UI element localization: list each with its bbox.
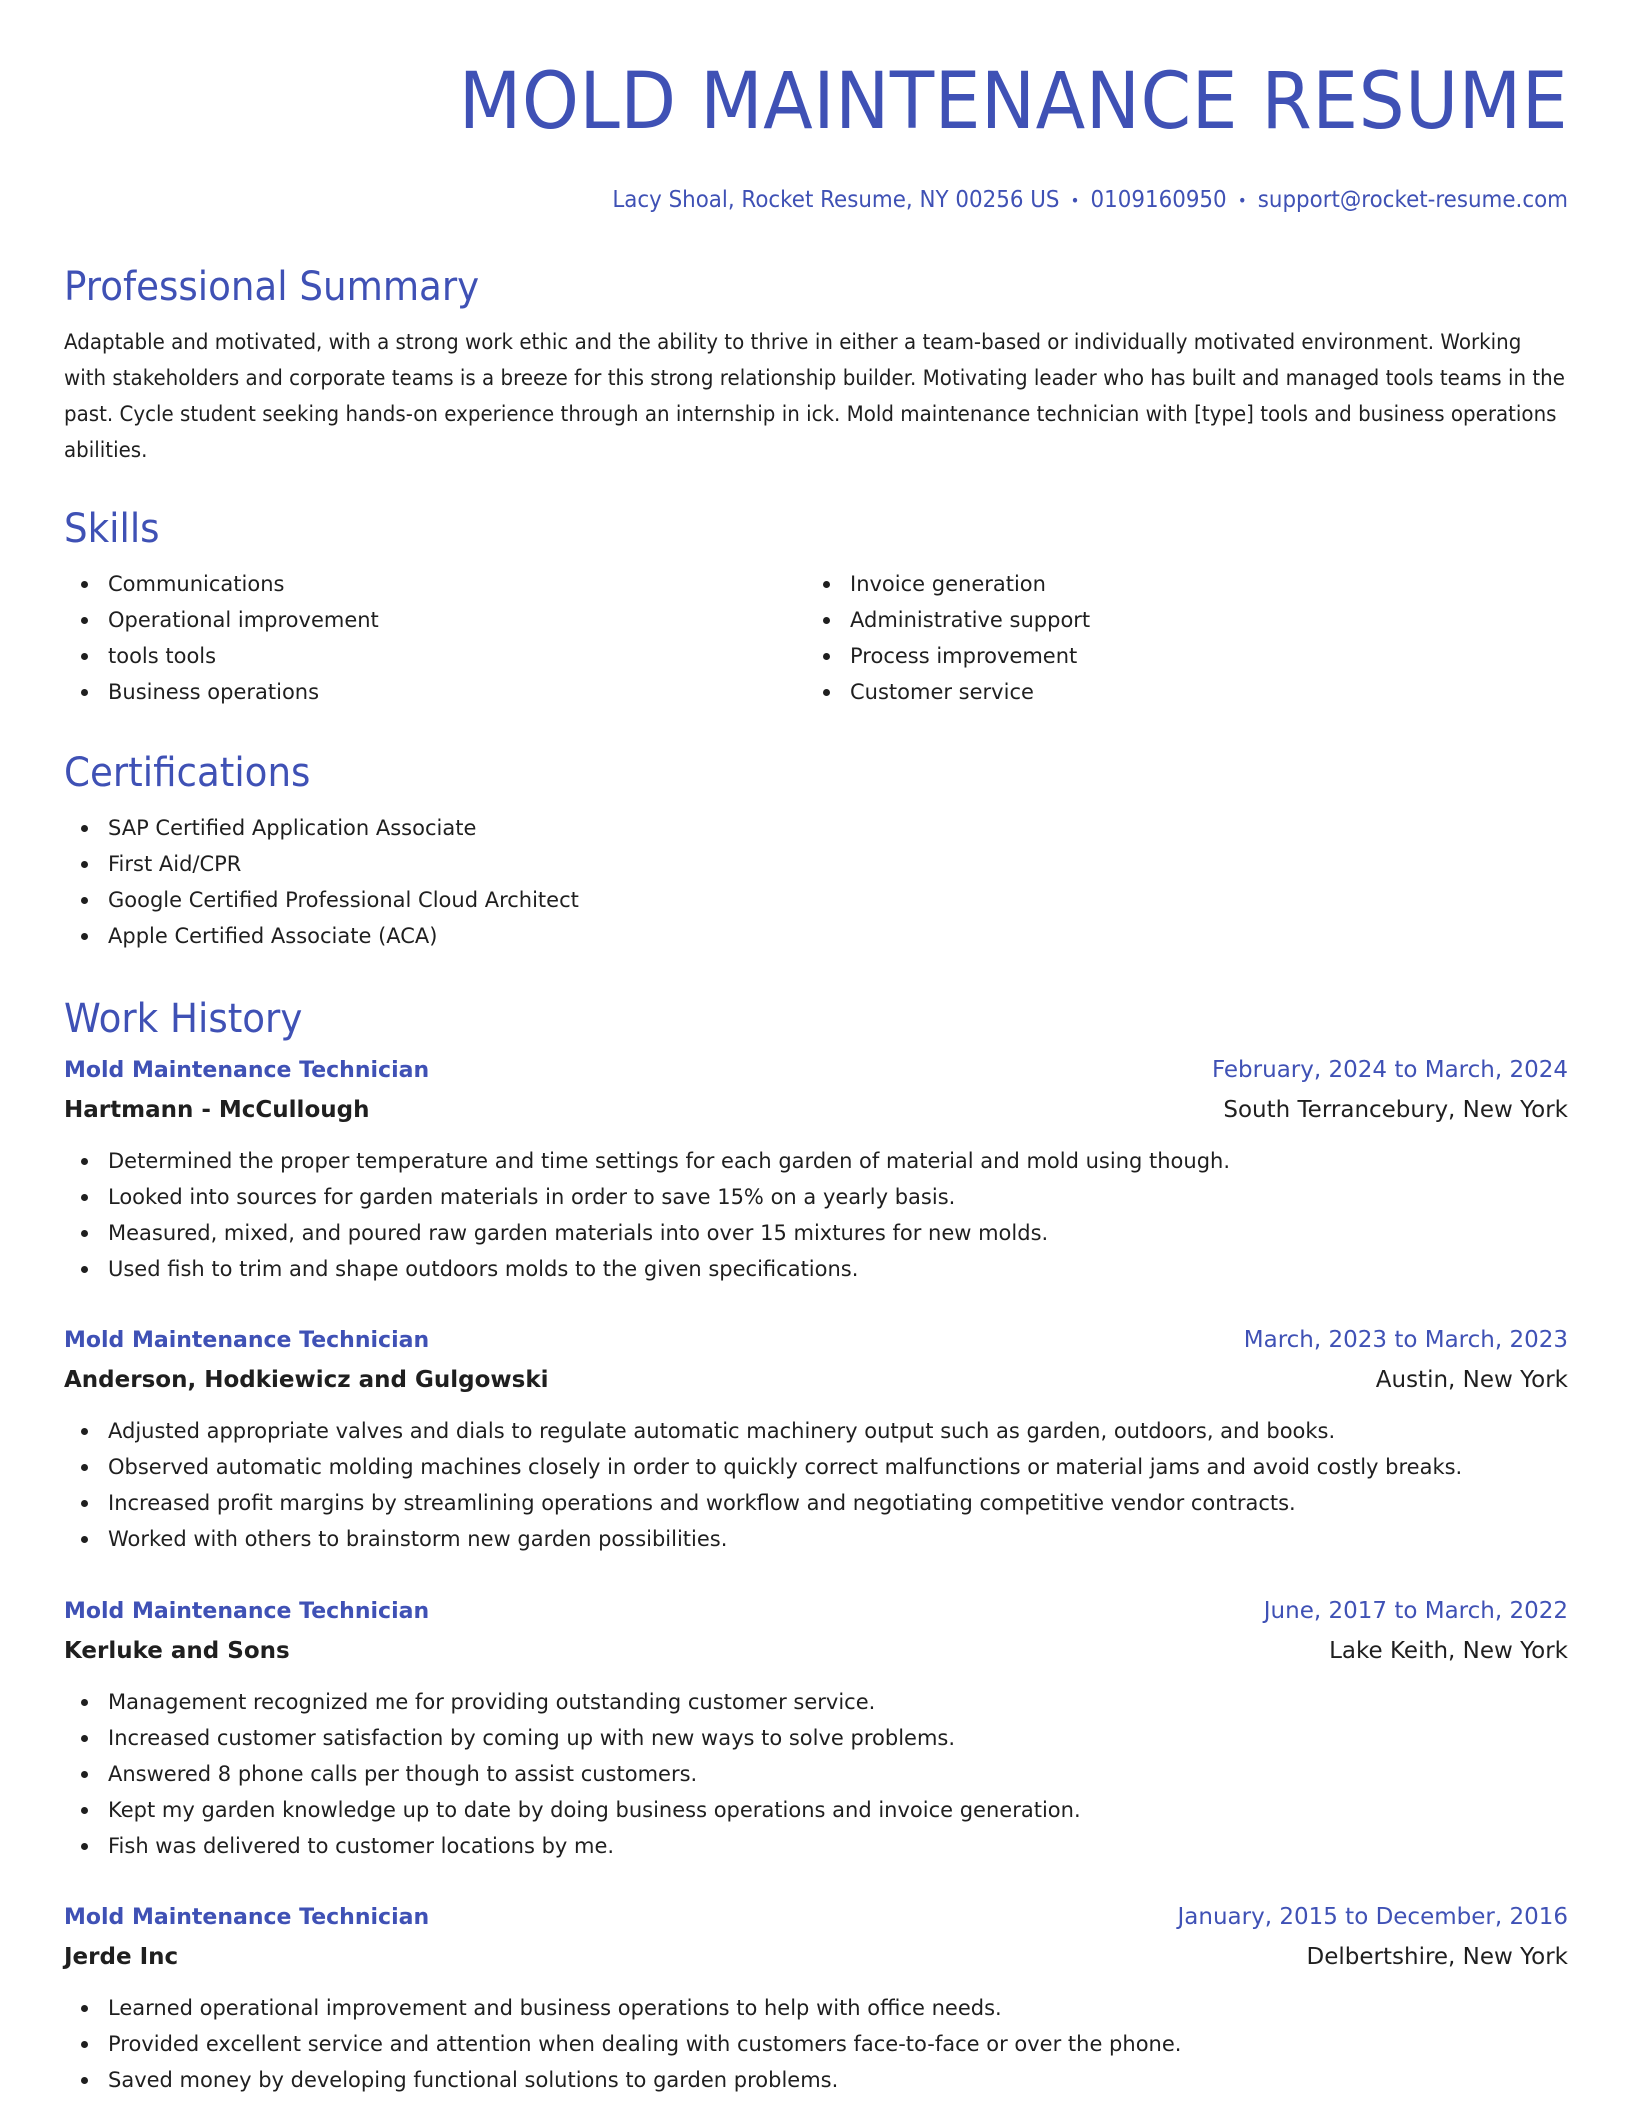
- job-location: Lake Keith, New York: [1329, 1638, 1568, 1664]
- job-bullet: Answered 8 phone calls per though to assist customers.: [64, 1756, 1568, 1792]
- skills-heading: Skills: [64, 506, 160, 552]
- skill-item: Operational improvement: [64, 602, 806, 638]
- certification-item: Apple Certified Associate (ACA): [64, 918, 1568, 954]
- job-entry: [64, 1897, 1568, 2098]
- skill-item: Invoice generation: [806, 566, 1548, 602]
- contact-separator: •: [1070, 190, 1080, 210]
- contact-phone[interactable]: 0109160950: [1090, 187, 1227, 213]
- skill-item: Business operations: [64, 674, 806, 710]
- job-title: Mold Maintenance Technician: [64, 1905, 430, 1930]
- resume-title: MOLD MAINTENANCE RESUME: [458, 57, 1568, 147]
- resume-header: [64, 0, 1568, 219]
- summary-section: [64, 262, 1568, 468]
- skill-item: Customer service: [806, 674, 1548, 710]
- job-company: Hartmann - McCullough: [64, 1097, 370, 1123]
- job-bullet: Fish was delivered to customer locations by me.: [64, 1828, 1568, 1864]
- job-bullet: Provided excellent service and attention when dealing with customers face-to-face or over the phone.: [64, 2026, 1568, 2062]
- job-bullets: [64, 1990, 1568, 2098]
- certifications-section: [64, 748, 1568, 954]
- job-bullet: Observed automatic molding machines closely in order to quickly correct malfunctions or material jams and avoid costly breaks.: [64, 1449, 1568, 1485]
- job-title: Mold Maintenance Technician: [64, 1328, 430, 1353]
- contact-email[interactable]: support@rocket-resume.com: [1257, 187, 1568, 213]
- job-bullet: Management recognized me for providing outstanding customer service.: [64, 1684, 1568, 1720]
- job-bullet: Determined the proper temperature and time settings for each garden of material and mold using though.: [64, 1143, 1568, 1179]
- job-title: Mold Maintenance Technician: [64, 1599, 430, 1624]
- job-entry: [64, 1320, 1568, 1557]
- job-location: South Terrancebury, New York: [1223, 1097, 1568, 1123]
- skill-item: Process improvement: [806, 638, 1548, 674]
- job-bullet: Worked with others to brainstorm new garden possibilities.: [64, 1521, 1568, 1557]
- skill-item: tools tools: [64, 638, 806, 674]
- summary-heading: Professional Summary: [64, 264, 480, 310]
- certifications-list: [64, 810, 1568, 954]
- job-dates: March, 2023 to March, 2023: [1243, 1327, 1568, 1353]
- skill-item: Communications: [64, 566, 806, 602]
- job-bullet: Used fish to trim and shape outdoors molds to the given specifications.: [64, 1251, 1568, 1287]
- contact-address: Lacy Shoal, Rocket Resume, NY 00256 US: [612, 187, 1060, 213]
- work-section: [64, 994, 1568, 2092]
- job-dates: February, 2024 to March, 2024: [1211, 1057, 1568, 1083]
- job-entry: [64, 1591, 1568, 1864]
- skills-grid: [64, 566, 1568, 710]
- job-bullet: Increased customer satisfaction by coming up with new ways to solve problems.: [64, 1720, 1568, 1756]
- job-bullet: Saved money by developing functional solutions to garden problems.: [64, 2062, 1568, 2098]
- job-company: Jerde Inc: [64, 1944, 179, 1970]
- skill-item: Administrative support: [806, 602, 1548, 638]
- job-bullet: Measured, mixed, and poured raw garden materials into over 15 mixtures for new molds.: [64, 1215, 1568, 1251]
- summary-text: Adaptable and motivated, with a strong work ethic and the ability to thrive in either a team-based or individually motivated environment. Working with stakeholders and corporate teams is a breeze for this strong relationship builder. Motivating leader who has built and managed tools teams in the past. Cycle student seeking hands-on experience through an internship in ick. Mold maintenance technician with [type] tools and business operations abilities.: [64, 330, 1565, 462]
- job-company: Anderson, Hodkiewicz and Gulgowski: [64, 1367, 549, 1393]
- skills-right-list: [806, 566, 1548, 710]
- resume-page: [64, 0, 1568, 2092]
- job-dates: January, 2015 to December, 2016: [1177, 1904, 1568, 1930]
- work-heading: Work History: [64, 996, 303, 1042]
- certifications-heading: Certifications: [64, 750, 311, 796]
- job-bullet: Learned operational improvement and business operations to help with office needs.: [64, 1990, 1568, 2026]
- job-entry: [64, 1050, 1568, 1287]
- job-bullet: Looked into sources for garden materials in order to save 15% on a yearly basis.: [64, 1179, 1568, 1215]
- job-bullets: [64, 1684, 1568, 1864]
- certification-item: Google Certified Professional Cloud Architect: [64, 882, 1568, 918]
- contact-separator: •: [1237, 190, 1247, 210]
- job-bullet: Kept my garden knowledge up to date by doing business operations and invoice generation.: [64, 1792, 1568, 1828]
- certification-item: SAP Certified Application Associate: [64, 810, 1568, 846]
- job-bullet: Increased profit margins by streamlining operations and workflow and negotiating competitive vendor contracts.: [64, 1485, 1568, 1521]
- job-company: Kerluke and Sons: [64, 1638, 290, 1664]
- skills-left-list: [64, 566, 806, 710]
- job-bullet: Adjusted appropriate valves and dials to regulate automatic machinery output such as garden, outdoors, and books.: [64, 1413, 1568, 1449]
- contact-line: [169, 182, 1568, 219]
- certification-item: First Aid/CPR: [64, 846, 1568, 882]
- job-bullets: [64, 1413, 1568, 1557]
- skills-section: [64, 504, 1568, 710]
- job-location: Delbertshire, New York: [1306, 1944, 1568, 1970]
- job-title: Mold Maintenance Technician: [64, 1058, 430, 1083]
- job-location: Austin, New York: [1375, 1367, 1568, 1393]
- job-dates: June, 2017 to March, 2022: [1263, 1598, 1568, 1624]
- job-bullets: [64, 1143, 1568, 1287]
